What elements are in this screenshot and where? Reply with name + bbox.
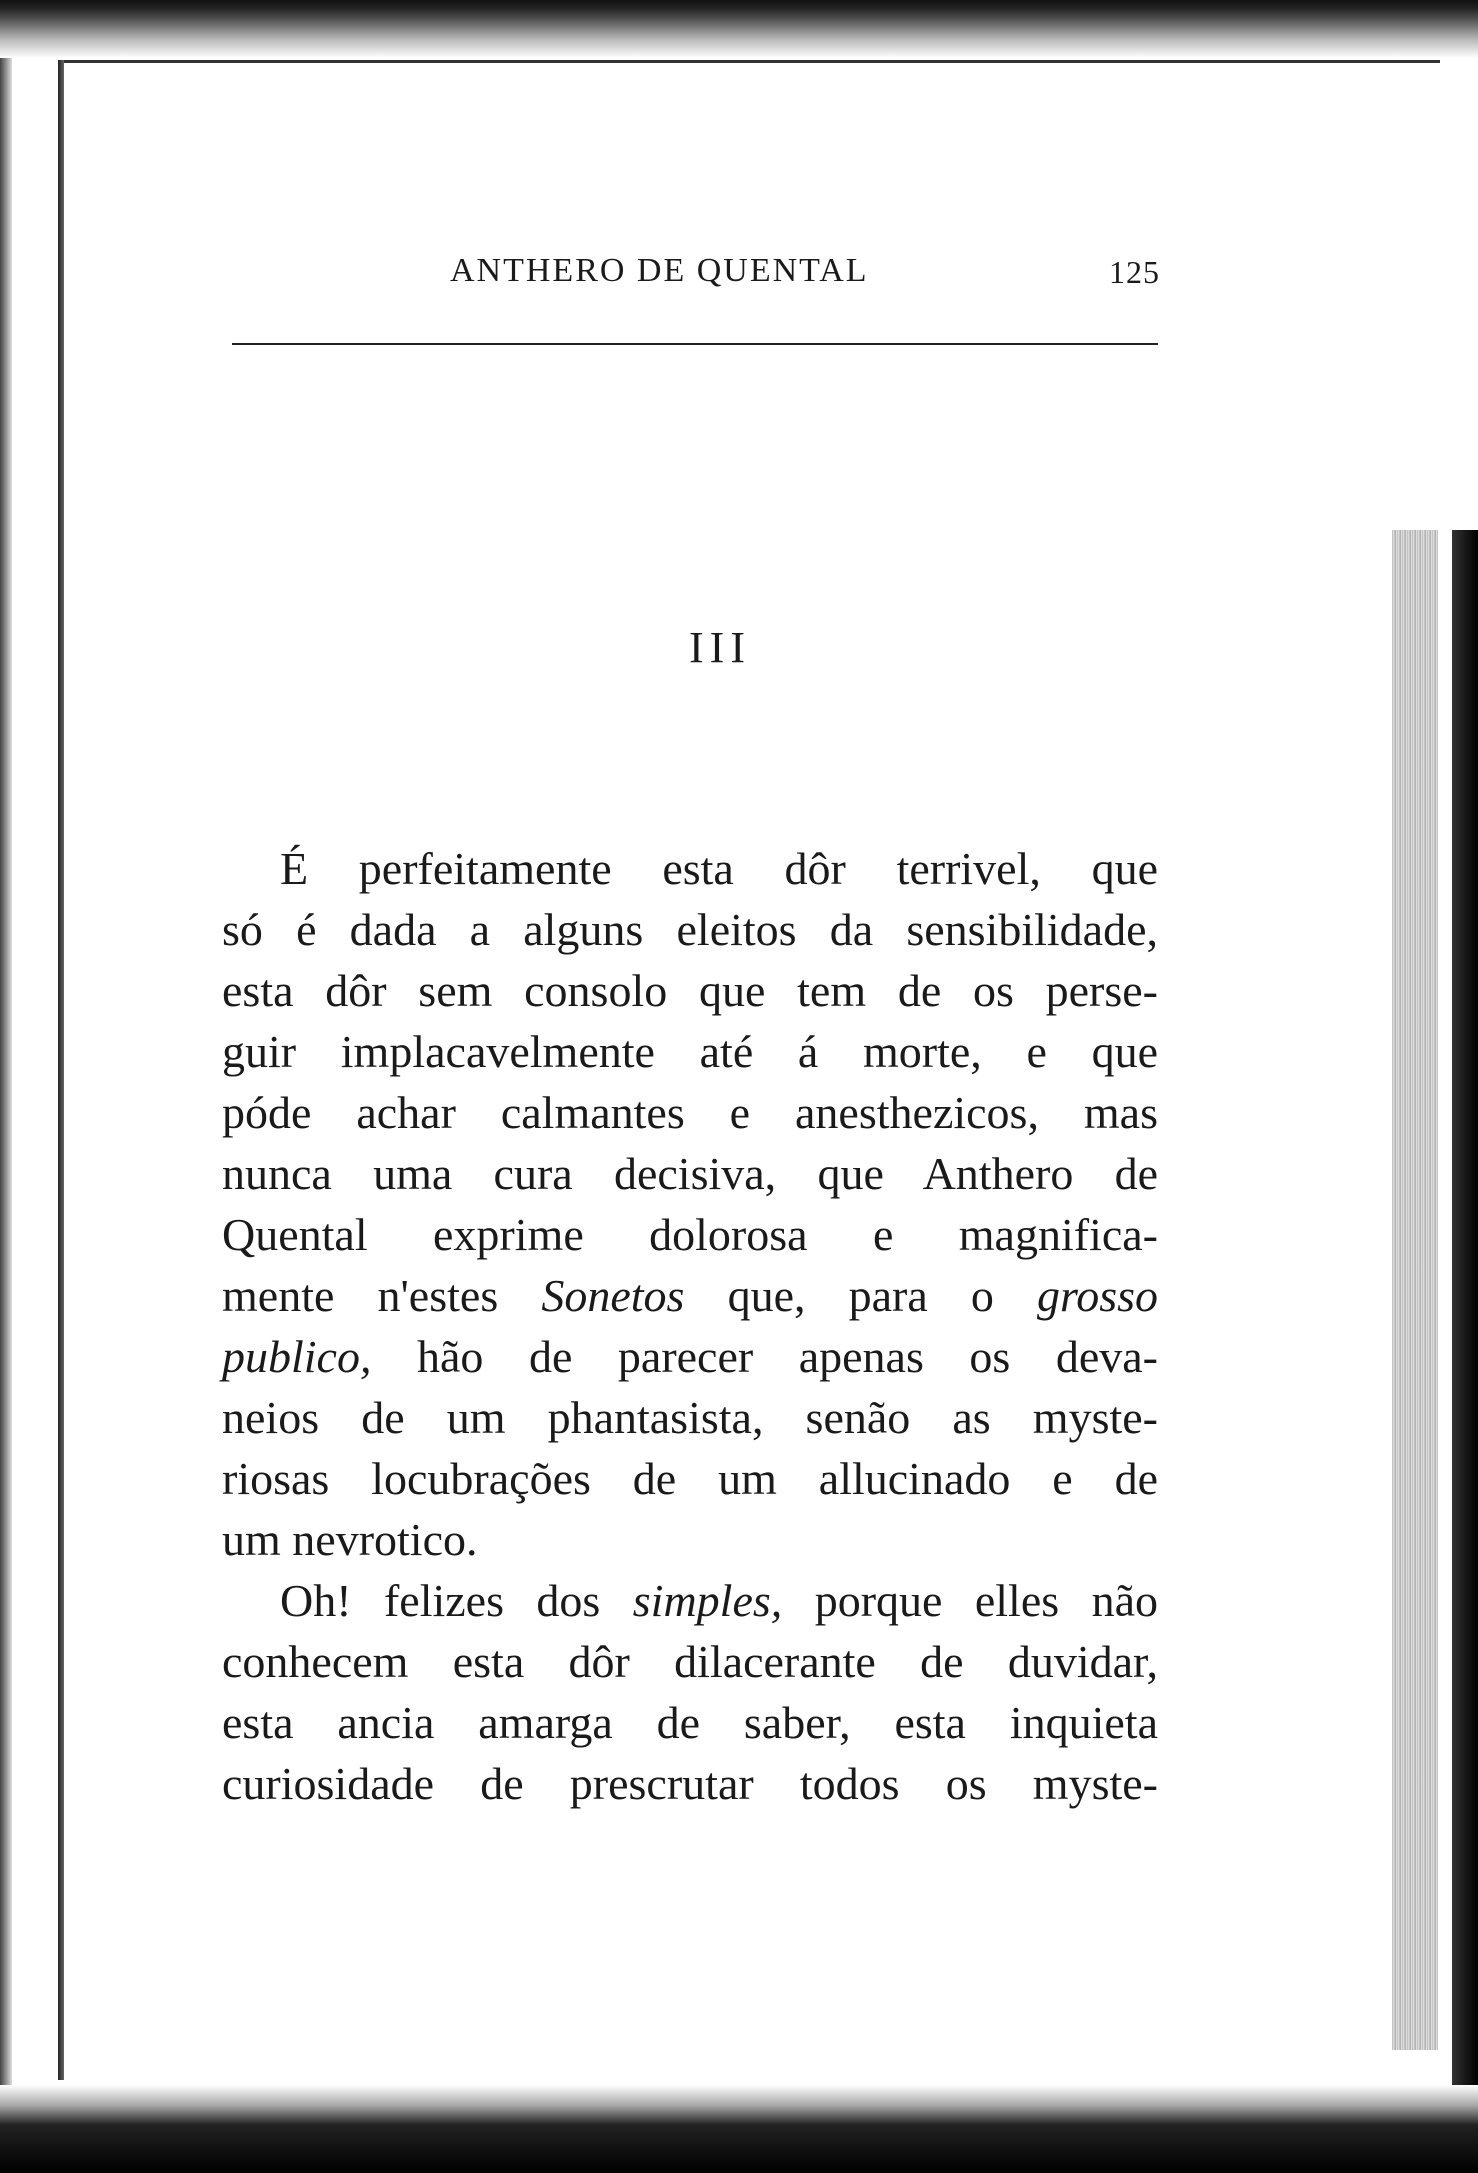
- text-run: porque elles não: [782, 1575, 1158, 1626]
- italic-word-publico: publico,: [222, 1331, 372, 1382]
- text-run: mente n'estes: [222, 1270, 542, 1321]
- scan-bottom-edge: [0, 2085, 1478, 2173]
- italic-word-simples: simples,: [632, 1575, 783, 1626]
- italic-title-sonetos: Sonetos: [541, 1270, 685, 1321]
- text-line: [222, 1326, 1158, 1387]
- header-rule: [232, 343, 1158, 345]
- chapter-numeral: III: [689, 623, 751, 672]
- scan-left-binding: [58, 60, 64, 2080]
- scan-right-edge: [1452, 530, 1478, 2173]
- scan-left-edge: [0, 0, 12, 2173]
- scan-right-page-stack: [1392, 530, 1438, 2050]
- scan-top-edge: [0, 0, 1478, 58]
- text-line: só é dada a alguns eleitos da sensibilidade,: [222, 904, 1158, 955]
- body-text: [222, 838, 1158, 1814]
- italic-word-grosso: grosso: [1037, 1270, 1158, 1321]
- text-line: É perfeitamente esta dôr terrivel, que: [280, 843, 1158, 894]
- page-number: 125: [1109, 254, 1160, 290]
- text-line: nunca uma cura decisiva, que Anthero de: [222, 1148, 1158, 1199]
- text-line: [222, 1265, 1158, 1326]
- text-line: esta ancia amarga de saber, esta inquieta: [222, 1697, 1158, 1748]
- text-run: Oh! felizes dos: [280, 1575, 633, 1626]
- running-head: [230, 252, 1160, 292]
- text-line: esta dôr sem consolo que tem de os perse-: [222, 965, 1158, 1016]
- text-run: hão de parecer apenas os deva-: [371, 1331, 1158, 1382]
- text-line: [222, 1570, 1158, 1631]
- scan-top-line: [60, 60, 1440, 63]
- text-line: póde achar calmantes e anesthezicos, mas: [222, 1087, 1158, 1138]
- text-line: Quental exprime dolorosa e magnifica-: [222, 1209, 1158, 1260]
- text-run: que, para o: [684, 1270, 1037, 1321]
- text-line: riosas locubrações de um allucinado e de: [222, 1453, 1158, 1504]
- text-line: curiosidade de prescrutar todos os myste-: [222, 1758, 1158, 1809]
- text-line: neios de um phantasista, senão as myste-: [222, 1392, 1158, 1443]
- text-line: um nevrotico.: [222, 1514, 478, 1565]
- text-line: guir implacavelmente até á morte, e que: [222, 1026, 1158, 1077]
- running-head-title: ANTHERO DE QUENTAL: [450, 252, 869, 289]
- text-line: conhecem esta dôr dilacerante de duvidar,: [222, 1636, 1158, 1687]
